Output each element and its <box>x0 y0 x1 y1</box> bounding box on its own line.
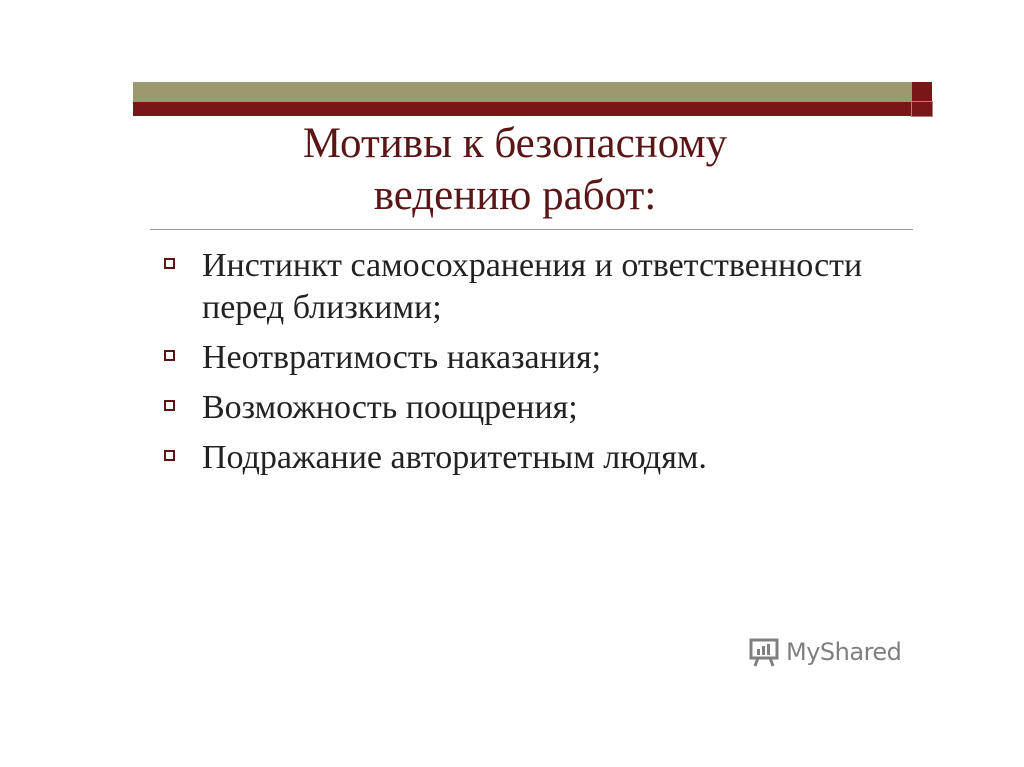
slide-title-line-1: Мотивы к безопасному <box>302 120 728 167</box>
watermark-text: MyShared <box>786 638 902 666</box>
list-item-text: Инстинкт самосохранения и ответственности перед близкими; <box>202 247 863 326</box>
list-item-text: Подражание авторитетным людям. <box>202 439 707 476</box>
list-item <box>158 387 898 429</box>
square-bullet-icon <box>164 258 175 269</box>
header-corner-square-lower <box>912 102 932 116</box>
square-bullet-icon <box>164 350 175 361</box>
header-olive-bar <box>133 82 913 102</box>
list-item-text: Возможность поощрения; <box>202 389 578 426</box>
presentation-board-icon <box>748 636 780 668</box>
square-bullet-icon <box>164 450 175 461</box>
list-item <box>158 245 898 329</box>
list-item <box>158 437 898 479</box>
bullet-list <box>158 245 898 487</box>
slide-title <box>190 118 840 222</box>
title-divider <box>150 229 913 230</box>
myshared-watermark <box>748 634 901 670</box>
list-item <box>158 337 898 379</box>
header-corner-square <box>912 82 932 102</box>
list-item-text: Неотвратимость наказания; <box>202 339 602 376</box>
header-red-bar <box>133 102 933 116</box>
slide-title-line-2: ведению работ: <box>373 172 657 219</box>
square-bullet-icon <box>164 400 175 411</box>
